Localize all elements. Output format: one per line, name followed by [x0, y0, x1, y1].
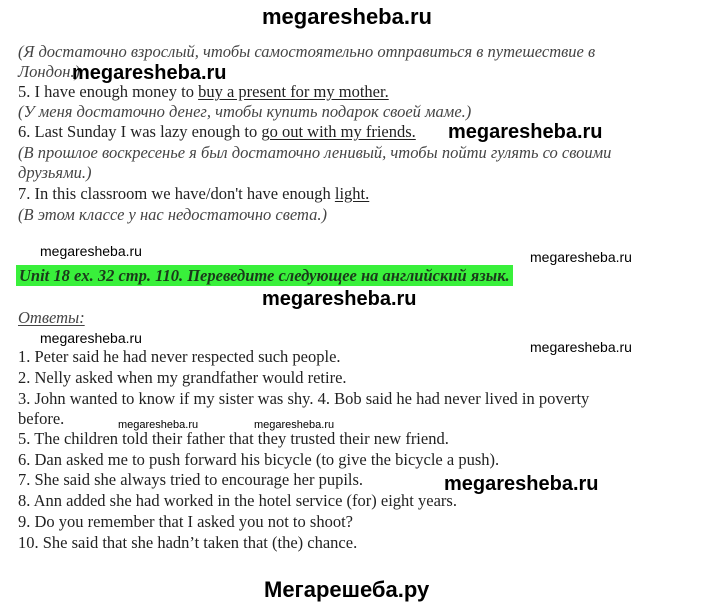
- watermark-tiny-1: megaresheba.ru: [118, 419, 199, 431]
- watermark-overlay-1: megaresheba.ru: [72, 62, 227, 84]
- watermark-small-3: megaresheba.ru: [40, 330, 142, 346]
- watermark-middle: megaresheba.ru: [262, 288, 417, 310]
- answer-line-10: 10. She said that she hadn’t taken that (the) chance.: [18, 533, 358, 552]
- watermark-small-2: megaresheba.ru: [530, 249, 632, 265]
- sentence-5-underlined: buy a present for my mother.: [198, 82, 389, 101]
- translation-6-line2: друзьями.): [18, 163, 92, 182]
- watermark-overlay-3: megaresheba.ru: [444, 473, 599, 495]
- sentence-7-text: 7. In this classroom we have/don't have enough: [18, 184, 335, 203]
- translation-7: (В этом классе у нас недостаточно света.): [18, 205, 327, 224]
- answer-line-9: 9. Do you remember that I asked you not to shoot?: [18, 512, 353, 531]
- sentence-7: [18, 184, 369, 204]
- translation-4-line1: (Я достаточно взрослый, чтобы самостоятельно отправиться в путешествие в: [18, 42, 596, 61]
- answer-line-4: before.: [18, 409, 65, 428]
- sentence-7-underlined: light.: [334, 184, 370, 203]
- watermark-overlay-2: megaresheba.ru: [448, 121, 603, 143]
- sentence-6-text: 6. Last Sunday I was lazy enough to: [18, 122, 262, 141]
- translation-6-line1: (В прошлое воскресенье я был достаточно ленивый, чтобы пойти гулять со своими: [18, 143, 612, 162]
- watermark-small-4: megaresheba.ru: [530, 339, 632, 355]
- translation-4-line2: Лондон.): [18, 62, 81, 81]
- sentence-6-underlined: go out with my friends.: [261, 122, 416, 141]
- answer-line-6: 6. Dan asked me to push forward his bicycle (to give the bicycle a push).: [18, 450, 500, 469]
- answer-line-7: 7. She said she always tried to encourage her pupils.: [18, 470, 364, 489]
- watermark-tiny-2: megaresheba.ru: [254, 419, 335, 431]
- exercise-heading: Unit 18 ex. 32 стр. 110. Переведите следующее на английский язык.: [16, 265, 513, 286]
- answer-line-3: 3. John wanted to know if my sister was shy. 4. Bob said he had never lived in poverty: [18, 389, 590, 408]
- watermark-bottom: Мегарешеба.ру: [264, 577, 430, 602]
- sentence-6: [18, 122, 416, 142]
- watermark-top: megaresheba.ru: [262, 4, 432, 29]
- sentence-5-text: 5. I have enough money to: [18, 82, 199, 101]
- answer-line-8: 8. Ann added she had worked in the hotel service (for) eight years.: [18, 491, 457, 510]
- answer-line-1: 1. Peter said he had never respected such people.: [18, 347, 341, 366]
- answers-label: Ответы:: [18, 308, 85, 327]
- watermark-small-1: megaresheba.ru: [40, 243, 142, 259]
- answer-line-5: 5. The children told their father that they trusted their new friend.: [18, 429, 449, 448]
- sentence-5: [18, 82, 389, 102]
- answer-line-2: 2. Nelly asked when my grandfather would retire.: [18, 368, 347, 387]
- translation-5: (У меня достаточно денег, чтобы купить подарок своей маме.): [18, 102, 472, 121]
